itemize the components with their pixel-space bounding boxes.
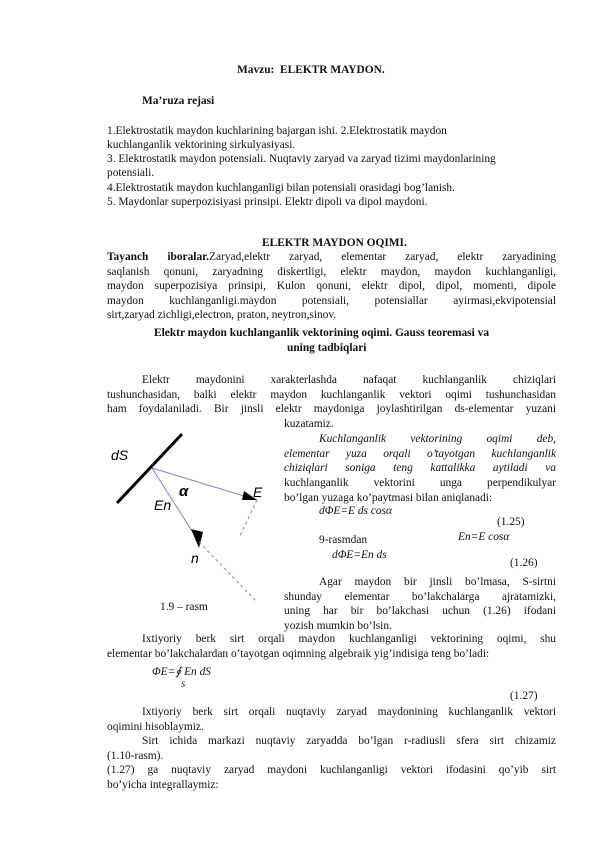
para5-line-1: Ixtiyoriy berk sirt orqali nuqtaviy zaryad maydonining kuchlanganlik vektori [142,706,556,718]
keywords-line-3: maydon superpozisiya prinsipi, Kulon qonuni, elektr dipol, dipol, momenti, dipole [107,280,556,293]
e-vector-line [152,468,257,500]
equation-1-27-number: (1.27) [510,690,538,702]
plan-heading: Ma’ruza rejasi [142,95,215,107]
paragraph-5 [107,705,556,734]
plan-line-2: kuchlanganlik vektorining sirkulyasiyasi. [107,139,296,151]
plan-line-6: 5. Maydonlar superpozisiyasi prinsipi. Elektr dipoli va dipol maydoni. [107,196,428,208]
para7-line-1: (1.27) ga nuqtaviy zaryad maydoni kuchlanganligi vektori ifodasini qo’yib sirt [107,764,556,776]
para1-line-4: kuzatamiz. [284,418,334,430]
para3-line-3: uning har bir bo’lakchasi uchun (1.26) ifodani [284,605,556,618]
page-title [237,63,385,78]
equation-1-25-number: (1.25) [497,516,525,528]
paragraph-2b [284,476,556,505]
subtitle-line-1: Elektr maydon kuchlanganlik vektorining oqimi. Gauss teoremasi va [154,327,490,339]
para3-line-4: yozish mumkin bo’lsin. [284,619,392,632]
equation-1-27: ΦE=∮ En dS [152,666,211,678]
para3-line-2: shunday elementar bo’lakchalarga ajratamizki, [284,590,556,603]
equation-1-27-subscript: S [181,680,185,689]
keywords-line-5: sirt,zaryad zichligi,electron, praton, neytron,sinov. [107,309,337,322]
para3-line-1: Agar maydon bir jinsli bo’lmasa, S-sirtni [319,576,556,588]
equation-1-26-number: (1.26) [510,557,538,569]
keywords-line-4: maydon kuchlanganligi.maydon potensiali, potensiallar ayirmasi,ekvipotensial [107,294,556,307]
para2-line-5: bo’lgan yuzaga ko’paytmasi bilan aniqlanadi: [284,491,493,504]
para1-line-3: ham foydalaniladi. Bir jinsli elektr maydoniga joylashtirilgan ds-elementar yuzani [107,403,556,416]
section-title: ELEKTR MAYDON OQIMI. [262,237,407,249]
para2-line-3: chiziqlari soniga teng kattalikka aytiladi va [284,462,556,475]
equation-1-26: dΦE=En ds [332,549,387,561]
plan-line-5: 4.Elektrostatik maydon kuchlanganligi bilan potensiali orasidagi bog’lanish. [107,182,455,194]
para5-line-2: oqimini hisoblaymiz. [107,720,204,733]
plan-line-3: 3. Elektrostatik maydon potensiali. Nuqtaviy zaryad va zaryad tizimi maydonlarining [107,153,496,165]
normal-vector-arrowhead [191,529,203,548]
paragraph-6 [107,734,556,763]
para1-line-2: tushunchasidan, balki elektr maydon kuchlanganlik vektori oqimi tushunchasidan [107,388,556,401]
subtitle-line-2: uning tadbiqlari [287,342,367,354]
plan-line-4: potensiali. [107,167,155,179]
keywords-line-2: saqlanish qonuni, zaryadning diskertligi, elektr maydon, maydon kuchlanganligi, [107,265,556,278]
topic-label: Mavzu: [237,64,275,76]
para4-line-1: Ixtiyoriy berk sirt orqali maydon kuchlanganligi vektorining oqimi, shu [142,633,556,645]
para2-line-4: kuchlanganlik vektorini unga perpendikulyar [284,477,556,489]
keywords-line-1: Tayanch iboralar.Zaryad,elektr zaryad, elementar zaryad, elektr zaryadining [107,251,557,263]
paragraph-3 [284,575,556,633]
figure-diagram [111,434,263,602]
plan-line-1: 1.Elektrostatik maydon kuchlarining bajargan ishi. 2.Elektrostatik maydon [107,125,447,137]
figure-caption: 1.9 – rasm [160,601,208,613]
para7-line-2: bo’yicha integrallaymiz: [107,778,219,791]
figure-reference: 9-rasmdan [319,534,368,546]
para2-line-2: elementar yuza orqali o’tayotgan kuchlanganlik [284,447,556,460]
paragraph-7 [107,763,556,792]
para1-line-1: Elektr maydonini xarakterlashda nafaqat kuchlanganlik chiziqlari [142,374,556,386]
keywords-paragraph [107,250,556,323]
para4-line-2: elementar bo’lakchalardan o’tayotgan oqimning algebraik yig’indisiga teng bo’ladi: [107,647,490,660]
paragraph-1 [107,373,556,417]
equation-1-25: dΦE=E ds cosα [319,505,392,517]
projection-dash-1 [239,500,257,538]
label-en: En [154,497,172,513]
projection-dash-2 [199,542,257,602]
para6-line-2: (1.10-rasm). [107,749,164,762]
label-ds: dS [111,447,129,463]
para6-line-1: Sirt ichida markazi nuqtaviy zaryadda bo’lgan r-radiusli sfera sirt chizamiz [142,735,556,747]
paragraph-2 [284,432,556,476]
label-alpha: α [179,483,189,500]
label-n: n [191,550,199,566]
paragraph-4 [107,632,556,661]
keywords-label: Tayanch iboralar. [107,251,210,263]
para2-line-1: Kuchlanganlik vektorining oqimi deb, [319,433,556,445]
label-e: E [253,484,263,500]
surface-element [117,434,182,503]
topic-title: ELEKTR MAYDON. [280,64,385,76]
equation-en: En=E cosα [458,531,510,543]
